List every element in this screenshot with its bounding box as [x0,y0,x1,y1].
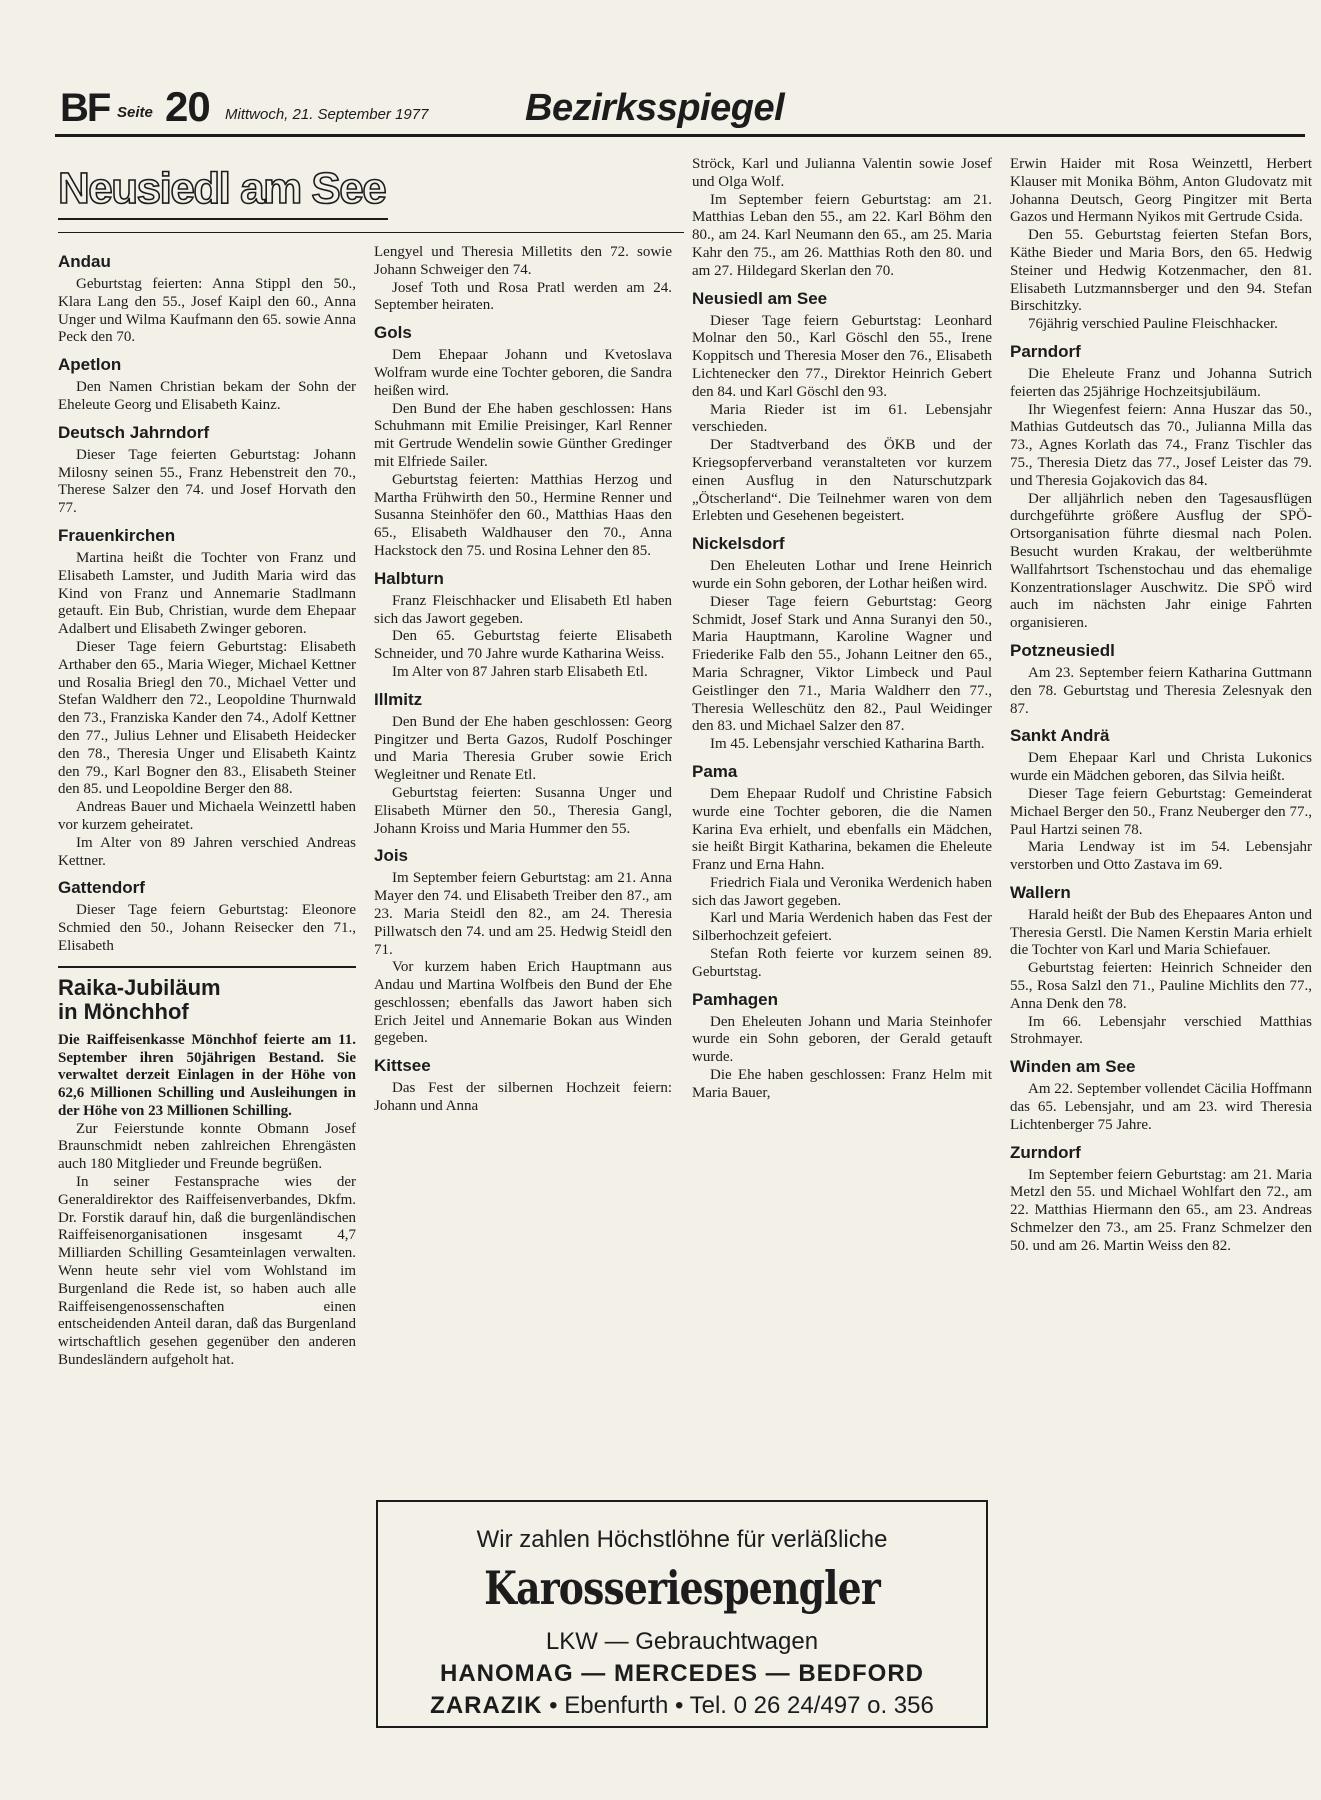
section-paragraph: Die Eheleute Franz und Johanna Sutrich feierten das 25jährige Hochzeitsjubiläum. [1010,365,1312,400]
section-paragraph: Der alljährlich neben den Tagesausflügen durchgeführte größere Ausflug der SPÖ-Ortsorganisation führte diesmal nach Polen. Besucht wurden Krakau, der weltberühmte Wallfahrtsort Tschenstochau und das ehemalige Konzentrationslager Auschwitz. Die SPÖ wird auch im nächsten Jahr einige Fahrten organisieren. [1010,490,1312,632]
news-section [58,252,356,347]
section-heading: Jois [374,846,409,866]
news-section [1010,156,1312,334]
ad-company: ZARAZIK [430,1692,543,1719]
section-paragraph: Harald heißt der Bub des Ehepaares Anton und Theresia Gerstl. Die Namen Kerstin Maria erhielt die Tochter von Karl und Maria Schiefauer. [1010,906,1312,959]
section-heading: Winden am See [1010,1057,1136,1077]
ad-brands: HANOMAG — MERCEDES — BEDFORD [439,1660,924,1687]
section-paragraph: Das Fest der silbernen Hochzeit feiern: Johann und Anna [374,1080,672,1115]
ad-subline: LKW — Gebrauchtwagen [545,1628,819,1655]
section-paragraph: Friedrich Fiala und Veronika Werdenich haben sich das Jawort gegeben. [692,874,992,909]
news-section [374,244,672,315]
headline-line-2: in Mönchhof [58,998,189,1024]
section-paragraph: Im 66. Lebensjahr verschied Matthias Strohmayer. [1010,1013,1312,1048]
page-number: 20 [165,83,210,130]
section-paragraph: Erwin Haider mit Rosa Weinzettl, Herbert Klauser mit Monika Böhm, Anton Gludovatz mit Johanna Deutsch, Georg Pingitzer mit Berta Gazos und Hermann Nyikos mit Gertrude Csida. [1010,156,1312,226]
section-paragraph: Geburtstag feierten: Matthias Herzog und Martha Frühwirth den 50., Hermine Renner und Susanna Steinhöfer den 60., Matthias Haas den 65., Elisabeth Waldhauser den 70., Anna Hackstock den 75. und Rosina Lehner den 85. [374,471,672,559]
section-paragraph: Franz Fleischhacker und Elisabeth Etl haben sich das Jawort gegeben. [374,592,672,627]
section-paragraph: Dieser Tage feiern Geburtstag: Leonhard Molnar den 50., Karl Göschl den 55., Irene Koppitsch und Theresia Moser den 76., Elisabeth Lichtenecker den 77., Direktor Heinrich Gebert den 84. und Karl Göschl den 93. [692,312,992,400]
news-section [1010,1143,1312,1256]
section-paragraph: Dieser Tage feiern Geburtstag: Gemeinderat Michael Berger den 50., Franz Neuberger den 77., Paul Hartzi seinen 78. [1010,785,1312,838]
section-heading: Apetlon [58,355,122,375]
news-section [692,156,992,281]
news-section [1010,641,1312,718]
section-heading: Wallern [1010,882,1071,902]
article-headline [58,966,356,1024]
news-section [58,423,356,518]
section-paragraph: Dem Ehepaar Karl und Christa Lukonics wurde ein Mädchen geboren, das Silvia heißt. [1010,750,1312,785]
section-paragraph: Im Alter von 89 Jahren verschied Andreas Kettner. [58,834,356,869]
section-paragraph: Ihr Wiegenfest feiern: Anna Huszar das 50., Mathias Gutdeutsch das 70., Julianna Milla das 73., Agnes Korlath das 74., Franz Tischler das 75., Theresia Dietz das 77., Josef Leister das 79. und Theresia Gojakovich das 84. [1010,401,1312,489]
section-paragraph: Im September feiern Geburtstag: am 21. Anna Mayer den 74. und Elisabeth Treiber den 87., am 23. Maria Steidl den 82., am 24. Theresia Pillwatsch den 74. und am 25. Hedwig Steidl den 71. [374,870,672,958]
section-paragraph: Im Alter von 87 Jahren starb Elisabeth Etl. [392,663,648,680]
article-paragraph: In seiner Festansprache wies der Generaldirektor des Raiffeisenverbandes, Dkfm. Dr. Forstik darauf hin, daß die burgenländischen Raiffeisenorganisationen insgesamt 4,7 Milliarden Schilling Gesamteinlagen verwalten. Wenn heute sehr viel vom Wohlstand im Burgenland die Rede ist, so haben auch alle Raiffeisengenossenschaften einen entscheidenden Anteil daran, daß das Burgenland wirtschaftlich gesehen gegenüber den anderen Bundesländern aufgeholt hat. [58,1174,356,1369]
news-section [374,846,672,1048]
headline-line-1: Raika-Jubiläum [58,974,221,1000]
section-paragraph: Den Eheleuten Lothar und Irene Heinrich wurde ein Sohn geboren, der Lothar heißen wird. [692,558,992,592]
section-heading: Pamhagen [692,989,778,1009]
section-paragraph: Am 23. September feiern Katharina Guttmann den 78. Geburtstag und Theresia Zelesnyak den 87. [1010,664,1312,717]
section-heading: Neusiedl am See [692,288,828,308]
section-paragraph: Geburtstag feierten: Heinrich Schneider den 55., Rosa Salzl den 71., Pauline Michlits den 77., Anna Denk den 78. [1010,960,1312,1012]
ad-phone: • Ebenfurth • Tel. 0 26 24/497 o. 356 [549,1692,934,1719]
news-section [692,534,992,754]
section-heading: Parndorf [1010,341,1081,361]
news-section [374,690,672,839]
section-paragraph: Josef Toth und Rosa Pratl werden am 24. September heiraten. [374,279,672,314]
news-section [1010,342,1312,633]
section-paragraph: Im 45. Lebensjahr verschied Katharina Barth. [710,736,985,753]
section-paragraph: Die Ehe haben geschlossen: Franz Helm mit Maria Bauer, [692,1067,992,1101]
ad-contact [378,1692,986,1720]
news-section [692,990,992,1103]
section-paragraph: Andreas Bauer und Michaela Weinzettl haben vor kurzem geheiratet. [58,799,356,833]
section-paragraph: Dem Ehepaar Johann und Kvetoslava Wolfram wurde eine Tochter geboren, die Sandra heißen wird. [374,347,672,399]
section-paragraph: Den Bund der Ehe haben geschlossen: Georg Pingitzer und Berta Gazos, Rudolf Poschinger und Maria Theresia Gruber sowie Erich Wegleitner und Renate Etl. [374,713,672,784]
section-heading: Gattendorf [58,878,145,898]
masthead-rule [58,218,388,220]
section-paragraph: Dieser Tage feiern Geburtstag: Elisabeth Arthaber den 65., Maria Wieger, Michael Kettner und Rosalia Briegl den 70., Michael Vetter und Stefan Waldherr den 72., Leopoldine Thurnwald den 73., Franziska Kander den 74., Adolf Kettner den 77., Julius Lehner und Elisabeth Heidecker den 78., Theresia Unger und Elisabeth Kaintz den 79., Karl Bogner den 83., Elisabeth Steiner den 85. und Leopoldine Berger den 88. [58,638,356,798]
news-section [692,289,992,527]
job-advertisement [376,1500,988,1728]
district-title: Neusiedl am See [58,164,386,213]
section-paragraph: 76jährig verschied Pauline Fleischhacker. [1028,316,1278,333]
section-heading: Sankt Andrä [1010,726,1110,746]
section-paragraph: Geburtstag feierten: Susanna Unger und Elisabeth Mürner den 50., Theresia Gangl, Johann Kroiss und Maria Hummer den 55. [374,784,672,837]
section-heading: Frauenkirchen [58,525,176,545]
column-4 [1010,156,1312,1256]
section-paragraph: Im September feiern Geburtstag: am 21. Maria Metzl den 55. und Michael Wohlfart den 72., am 22. Matthias Hiermann den 65., am 23. Andreas Schmelzer den 73., am 25. Franz Schmelzer den 50. und am 26. Martin Weiss den 82. [1010,1166,1312,1254]
news-section [692,762,992,982]
article-paragraph: Zur Feierstunde konnte Obmann Josef Braunschmidt neben zahlreichen Ehrengästen auch 180 Mitglieder und Freunde begrüßen. [58,1120,356,1173]
section-paragraph: Dem Ehepaar Rudolf und Christine Fabsich wurde eine Tochter geboren, die die Namen Karina Eva erhielt, und ebenfalls ein Mädchen, sie heißt Birgit Katharina, bekamen die Eheleute Franz und Erna Hahn. [692,785,992,874]
section-paragraph: Im September feiern Geburtstag: am 21. Matthias Leban den 55., am 22. Karl Böhm den 80., am 24. Karl Neumann den 65., am 25. Maria Kahr den 75., am 26. Matthias Roth den 80. und am 27. Hildegard Skerlan den 70. [692,191,992,279]
news-section [1010,1057,1312,1134]
section-paragraph: Den 65. Geburtstag feierte Elisabeth Schneider, und 70 Jahre wurde Katharina Weiss. [374,628,672,663]
section-paragraph: Den 55. Geburtstag feierten Stefan Bors, Käthe Bieder und Maria Bors, den 65. Hedwig Steiner und Hedwig Kotzenmacher, den 81. Elisabeth Lutzmannsberger und den 94. Stefan Birschitzky. [1010,227,1312,315]
section-paragraph: Martina heißt die Tochter von Franz und Elisabeth Lamster, und Judith Maria wird das Kind von Franz und Annemarie Stadlmann getauft. Ein Bub, Christian, wurde dem Ehepaar Adalbert und Elisabeth Zwinger geboren. [58,549,356,638]
section-paragraph: Den Bund der Ehe haben geschlossen: Hans Schuhmann mit Emilie Preisinger, Karl Renner mit Gertrude Wendelin sowie Günther Gredinger mit Elfriede Sailer. [374,400,672,470]
section-paragraph: Dieser Tage feiern Geburtstag: Eleonore Schmied den 50., Johann Reisecker den 71., Elisabeth [58,902,356,954]
column-1 [58,244,356,1370]
section-paragraph: Den Eheleuten Johann und Maria Steinhofer wurde ein Sohn geboren, der Gerald getauft wurde. [692,1013,992,1066]
section-title: Bezirksspiegel [525,87,785,129]
section-paragraph: Der Stadtverband des ÖKB und der Kriegsopferverband veranstalteten vor kurzem einen Ausflug in den Naturschutzpark „Ötscherland“. Die Teilnehmer waren von dem Erlebten und Gesehenen begeistert. [692,437,992,525]
section-paragraph: Ströck, Karl und Julianna Valentin sowie Josef und Olga Wolf. [692,156,992,190]
section-heading: Deutsch Jahrndorf [58,422,210,442]
article-raika [58,966,356,1370]
news-section [58,355,356,415]
news-section [374,1056,672,1116]
section-paragraph: Stefan Roth feierte vor kurzem seinen 89. Geburtstag. [692,946,992,980]
news-section [1010,726,1312,875]
section-paragraph: Geburtstag feierten: Anna Stippl den 50., Klara Lang den 55., Josef Kaipl den 60., Anna Unger und Wilma Kaufmann den 65. sowie Anna Peck den 70. [58,276,356,346]
ad-headline: Karosseriespengler [484,1561,880,1615]
section-heading: Potzneusiedl [1010,640,1115,660]
section-paragraph: Karl und Maria Werdenich haben das Fest der Silberhochzeit gefeiert. [692,910,992,945]
news-section [58,878,356,955]
page-label: Seite [117,104,153,121]
section-paragraph: Am 22. September vollendet Cäcilia Hoffmann das 65. Lebensjahr, und am 23. wird Theresia Lichtenberger 75 Jahre. [1010,1081,1312,1133]
column-3 [692,156,992,1103]
news-section [374,569,672,682]
column-2 [374,244,672,1116]
section-paragraph: Maria Lendway ist im 54. Lebensjahr verstorben und Otto Zastava im 69. [1010,839,1312,874]
article-lead: Die Raiffeisenkasse Mönchhof feierte am 11. September ihren 50jährigen Bestand. Sie verwaltet derzeit Einlagen in der Höhe von 62,6 Millionen Schilling und Ausleihungen in der Höhe von 23 Millionen Schilling. [58,1031,356,1119]
issue-date: Mittwoch, 21. September 1977 [225,106,429,123]
section-paragraph: Dieser Tage feiern Geburtstag: Georg Schmidt, Josef Stark und Anna Suranyi den 50., Maria Hauptmann, Karoline Wagner und Friederike Falb den 55., Johann Leitner den 65., Maria Schragner, Viktor Limbeck und Paul Geistlinger den 71., Maria Waldherr den 77., Theresia Welleschütz den 82., Paul Weidinger den 83. und Michael Salzer den 87. [692,593,992,735]
section-heading: Andau [58,252,111,271]
section-heading: Kittsee [374,1056,431,1076]
section-heading: Gols [374,323,412,343]
page-header [55,82,1305,137]
section-paragraph: Vor kurzem haben Erich Hauptmann aus Andau und Martina Wolfbeis den Bund der Ehe geschlossen; ebenfalls das Jawort haben sich Erich Jeitel und Annemarie Bokan aus Winden gegeben. [374,959,672,1047]
section-heading: Illmitz [374,689,423,709]
section-paragraph: Dieser Tage feierten Geburtstag: Johann Milosny seinen 55., Franz Hebenstreit den 70., Therese Salzer den 74. und Josef Horvath den 77. [58,446,356,517]
news-section [1010,883,1312,1049]
column-divider [58,232,684,233]
section-paragraph: Lengyel und Theresia Milletits den 72. sowie Johann Schweiger den 74. [374,244,672,278]
section-heading: Nickelsdorf [692,534,785,554]
section-paragraph: Maria Rieder ist im 61. Lebensjahr verschieden. [692,401,992,436]
section-heading: Zurndorf [1010,1142,1081,1162]
section-paragraph: Den Namen Christian bekam der Sohn der Eheleute Georg und Elisabeth Kainz. [58,379,356,413]
section-heading: Halbturn [374,568,444,588]
newspaper-logo: BF [60,86,110,130]
news-section [58,526,356,870]
news-section [374,323,672,561]
ad-intro: Wir zahlen Höchstlöhne für verläßliche [476,1526,888,1553]
district-masthead [58,164,388,224]
section-heading: Pama [692,761,738,781]
